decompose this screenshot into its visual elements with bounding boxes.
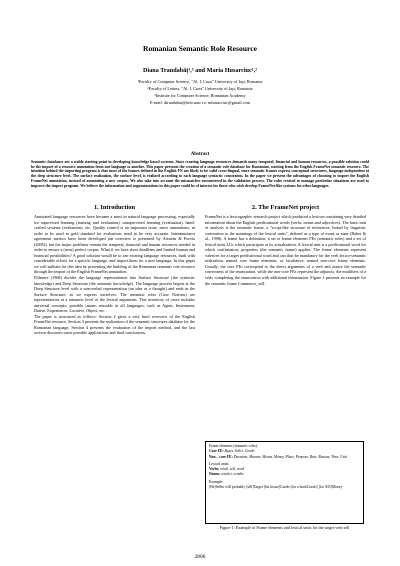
affiliation-2: ²Faculty of Letters, "Al. I. Cuza" University of Iaşi, Romania [147, 86, 253, 91]
right-column [205, 204, 366, 286]
figure-line: Example: [209, 479, 224, 484]
figure-line: Verbs: retail, sell, vend [209, 467, 244, 472]
intro-paragraph-2: Fillmore (1968) divides the language representation into Surface Structure (the syntactic knowledge) and Deep Structure (the semantic knowledge). The language process begins at the Deep Structure level with a non-verbal representation (an idea or a thought) and ends in the Surface Structure, as we express ourselves. The semantic roles (Case Notions) are representations at a semantic level of the lexical arguments. This inventory of cases includes universal concepts, possible innate, reusable in all languages, such as Agent, Instrument, Dative, Experiencer, Locative, Object, etc. [34, 275, 197, 314]
section-heading-framenet: 2. The FrameNet project [251, 204, 320, 211]
left-column [34, 204, 195, 336]
figure-line: Core FE: Buyer, Seller, Goods [209, 449, 255, 454]
abstract-heading: Abstract [190, 152, 210, 157]
figure-line: [He]Seller will probably [sell]Target [his house]Goods [for a bookGoods] [for $35]Money [209, 485, 343, 490]
affiliation-3: ³Institute for Computer Science, Romanian Academy [154, 93, 246, 98]
figure-line: Nouns: retailer, vendor [209, 472, 244, 477]
intro-paragraph-1: Annotated language resources have became a must in natural language processing, especially for supervised learning (training and evaluation), unsupervised learning (evaluation), hand-crafted systems (evaluation), etc. Quality control is an important issue, since annotations, in order to be used as gold standard for evaluation, need to be very accurate. Interannotator agreement metrics have been developed (an overview is presented by Artstein & Poesio (2005)), but the major problems remain the temporal, financial and human resources needed in order to ensure a (near) perfect corpus. What if we have short deadlines and limited human and financial possibilities? A good solution would be to use existing language resources, built with considerable efforts for a specific language, and import them for a new language. In this paper we will militate for this idea by presenting the building of the Romanian semantic role resource through the import of the English FrameNet annotation. [34, 214, 197, 275]
figure-line: Non – core FE: Duration, Manner, Means, Money, Place, Purpose, Rate, Reason, Time, Unit [209, 454, 347, 459]
page-number: 2806 [194, 554, 206, 560]
contact-email: E-mail: dtrandabat@info.uaic.ro, mhusarciuc@gmail.com [149, 100, 251, 105]
figure-1-caption: Figure 1: Example of Frame elements and lexical units for the target verb sell [219, 525, 350, 530]
figure-line: Frame elements (semantic roles): [209, 444, 259, 448]
intro-paragraph-3: The paper is structured as follows: Section 2 gives a very brief overview of the English FrameNet resource, Section 3 presents the realization of the semantic structures database for the Romanian language, Section 4 presents the evaluation of the import method, and the last section discusses some possible applications and final conclusions. [34, 313, 197, 336]
section-heading-introduction: 1. Introduction [93, 204, 136, 211]
figure-line: Lexical units: [209, 461, 230, 466]
figure-1-box [205, 441, 364, 524]
paper-title: Romanian Semantic Role Resource [143, 44, 257, 53]
paper-authors: Diana Trandabăț¹,³ and Maria Husarciuc¹,² [143, 67, 257, 74]
framenet-paragraph-1: FrameNet is a lexicographic research project which produced a lexicon containing very detailed information about the English predicational words (verbs, nouns and adjectives). The basic unit of analysis is the semantic frame, a "script-like structure of inferences, linked by linguistic convention to the meanings of the lexical units", defined as a type of event or state (Baker & al., 1998). A frame has a definition, a set of frame elements FEs (semantic roles) and a set of lexical units LUs which participate at its actualization. A lexical unit is a predicational word for which confirmatory properties (the semantic frame) applies. The frame elements represent valences for a target predicational word and can thus be mandatory for the verb lexico-semantic realization, named core frame elements, or facultative, named non-core frame elements. Usually, the core FEs correspond to the direct arguments of a verb and assure the semantic correctness of the enunciation, while the non-core FEs represent the adjuncts, the modifiers of a verb, completing the enunciation with additional information. Figure 1 presents an example for the semantic frame Commerce_sell. [205, 214, 368, 286]
abstract-text: Semantic databases are a stable starting point in developing knowledge based systems. Since creating language resources demands many temporal, financial and human resources, a possible solution could be the import of a resource annotation from one language to another. This paper presents the creation of a semantic role database for Romanian, starting from the English FrameNet semantic resource. The intuition behind the importing program is that most of the frames defined in the English FN are likely to be valid cross-lingual, since semantic frames express conceptual structures, language independent at the deep structure level. The surface realization, the surface level, is realized according to each language syntactic constraints. In the paper we present the advantages of choosing to import the English FrameNet annotation, instead of annotating a new corpus. We also take into account the mismatches encountered in the validation process. The rules created to manage particular situations are used to improve the import program. We believe the information and argumentations in this paper could be of interest for those who wish develop FrameNet-like systems for other languages. [31, 160, 369, 188]
affiliation-1: ¹Faculty of Computer Science, "Al. I. Cuza" University of Iaşi, Romania [137, 79, 263, 84]
